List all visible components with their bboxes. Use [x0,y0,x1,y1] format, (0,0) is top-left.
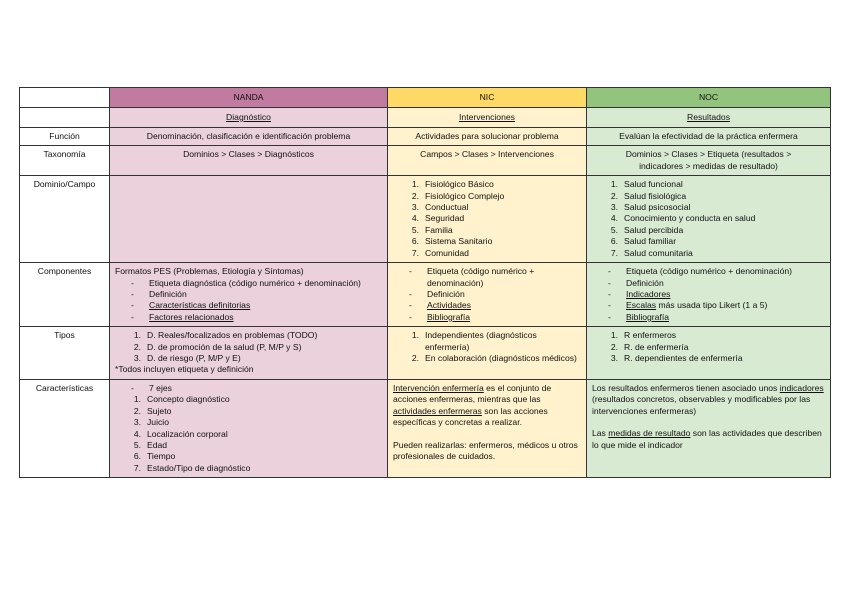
list-item: - Definición [409,289,465,300]
tipos-noc-list [592,330,825,364]
list-item: 6. Sistema Sanitario [411,236,493,247]
nursing-taxonomy-table [19,87,831,478]
caracteristicas-noc-paragraph-1: Los resultados enfermeros tienen asociado unos indicadores (resultados concretos, observables y modificables por las intervenciones enfermeras) [592,382,824,416]
subheader-noc [587,108,831,128]
list-item: 2. Salud fisiológica [610,190,687,201]
list-item: 1. Concepto diagnóstico [133,394,230,405]
list-item: 1. Independientes (diagnósticos enfermería) [411,330,537,352]
componentes-noc-list [592,266,825,323]
caracteristicas-nanda [110,379,388,477]
dominio-nic [388,176,587,263]
header-nic: NIC [388,88,587,108]
header-row [20,88,831,108]
list-item: - Definición [131,289,187,300]
funcion-nanda: Denominación, clasificación e identificación problema [110,128,388,146]
row-label-funcion: Función [20,128,110,146]
list-item: 7. Salud comunitaria [610,247,693,258]
caracteristicas-nic [388,379,587,477]
list-item: 2. R. de enfermería [610,341,689,352]
list-item: 1. R enfermeros [610,330,677,341]
header-empty-cell [20,88,110,108]
subheader-nanda-text: Diagnóstico [226,111,271,122]
list-item: 5. Salud percibida [610,224,684,235]
caracteristicas-noc-paragraph-2: Las medidas de resultado son las actividades que describen lo que mide el indicador [592,428,822,450]
list-item: - Definición [608,277,664,288]
list-item: 4. Localización corporal [133,428,228,439]
list-item: 2. D. de promoción de la salud (P, M/P y S) [133,341,302,352]
list-item: 3. D. de riesgo (P, M/P y E) [133,353,241,364]
row-label-tipos: Tipos [20,327,110,380]
tipos-nic-list [393,330,581,364]
list-item: - Etiqueta (código numérico + denominación) [608,266,793,277]
list-item: 1. Salud funcional [610,179,683,190]
list-item: 5. Familia [411,224,453,235]
list-item: - 7 ejes [131,382,172,393]
list-item: 3. Juicio [133,417,169,428]
list-item: 3. R. dependientes de enfermería [610,353,743,364]
caracteristicas-nic-paragraph-1: Intervención enfermería es el conjunto de acciones enfermeras, mientras que las actividades enfermeras son las acciones específicas y concretas a realizar. [393,382,552,428]
list-item: 3. Conductual [411,202,469,213]
caracteristicas-nic-paragraph-2: Pueden realizarlas: enfermeros, médicos u otros profesionales de cuidados. [393,439,578,461]
caracteristicas-nanda-head [115,383,382,394]
row-funcion [20,128,831,146]
subheader-nic-text: Intervenciones [459,111,515,122]
row-componentes [20,263,831,327]
funcion-nic: Actividades para solucionar problema [388,128,587,146]
componentes-noc [587,263,831,327]
list-item: - Escalas más usada tipo Likert (1 a 5) [608,300,768,311]
row-caracteristicas [20,379,831,477]
dominio-noc-list [592,179,825,259]
subheader-nanda [110,108,388,128]
tipos-nic [388,327,587,380]
componentes-nic-list [393,266,581,323]
list-item: 4. Seguridad [411,213,465,224]
list-item: 6. Salud familiar [610,236,677,247]
list-item: 1. Fisiológico Básico [411,179,494,190]
list-item: - Etiqueta diagnóstica (código numérico + denominación) [131,277,361,288]
caracteristicas-nanda-list [115,394,382,474]
taxonomia-nic: Campos > Clases > Intervenciones [388,146,587,176]
header-noc: NOC [587,88,831,108]
subheader-empty-cell [20,108,110,128]
list-item: 7. Estado/Tipo de diagnóstico [133,462,251,473]
subheader-nic [388,108,587,128]
list-item: 5. Edad [133,439,168,450]
row-label-taxonomia: Taxonomía [20,146,110,176]
list-item: 2. Fisiológico Complejo [411,190,505,201]
dominio-nanda [110,176,388,263]
list-item: 3. Salud psicosocial [610,202,691,213]
header-nanda: NANDA [110,88,388,108]
funcion-noc: Evalúan la efectividad de la práctica enfermera [587,128,831,146]
row-dominio [20,176,831,263]
tipos-nanda [110,327,388,380]
row-label-componentes: Componentes [20,263,110,327]
componentes-nanda-intro: Formatos PES (Problemas, Etiología y Síntomas) [115,266,304,277]
taxonomia-noc: Dominios > Clases > Etiqueta (resultados > indicadores > medidas de resultado) [587,146,831,176]
row-tipos [20,327,831,380]
list-item: - Etiqueta (código numérico + denominación) [409,266,535,288]
tipos-noc [587,327,831,380]
componentes-nanda [110,263,388,327]
row-label-caracteristicas: Características [20,379,110,477]
list-item: - Factores relacionados [131,311,234,322]
list-item: 4. Conocimiento y conducta en salud [610,213,756,224]
list-item: - Bibliografía [608,311,669,322]
tipos-nanda-note: *Todos incluyen etiqueta y definición [115,364,254,375]
row-taxonomia [20,146,831,176]
caracteristicas-noc [587,379,831,477]
tipos-nanda-list [115,330,382,364]
list-item: 1. D. Reales/focalizados en problemas (TODO) [133,330,318,341]
list-item: - Características definitorias [131,300,251,311]
list-item: - Bibliografía [409,311,470,322]
componentes-nanda-list [115,278,382,324]
subheader-noc-text: Resultados [687,111,730,122]
list-item: - Indicadores [608,289,671,300]
list-item: 6. Tiempo [133,451,176,462]
dominio-nic-list [393,179,581,259]
dominio-noc [587,176,831,263]
subheader-row [20,108,831,128]
taxonomia-nanda: Dominios > Clases > Diagnósticos [110,146,388,176]
list-item: 7. Comunidad [411,247,469,258]
list-item: - Actividades [409,300,471,311]
list-item: 2. En colaboración (diagnósticos médicos) [411,353,577,364]
row-label-dominio: Dominio/Campo [20,176,110,263]
list-item: 2. Sujeto [133,405,172,416]
componentes-nic [388,263,587,327]
